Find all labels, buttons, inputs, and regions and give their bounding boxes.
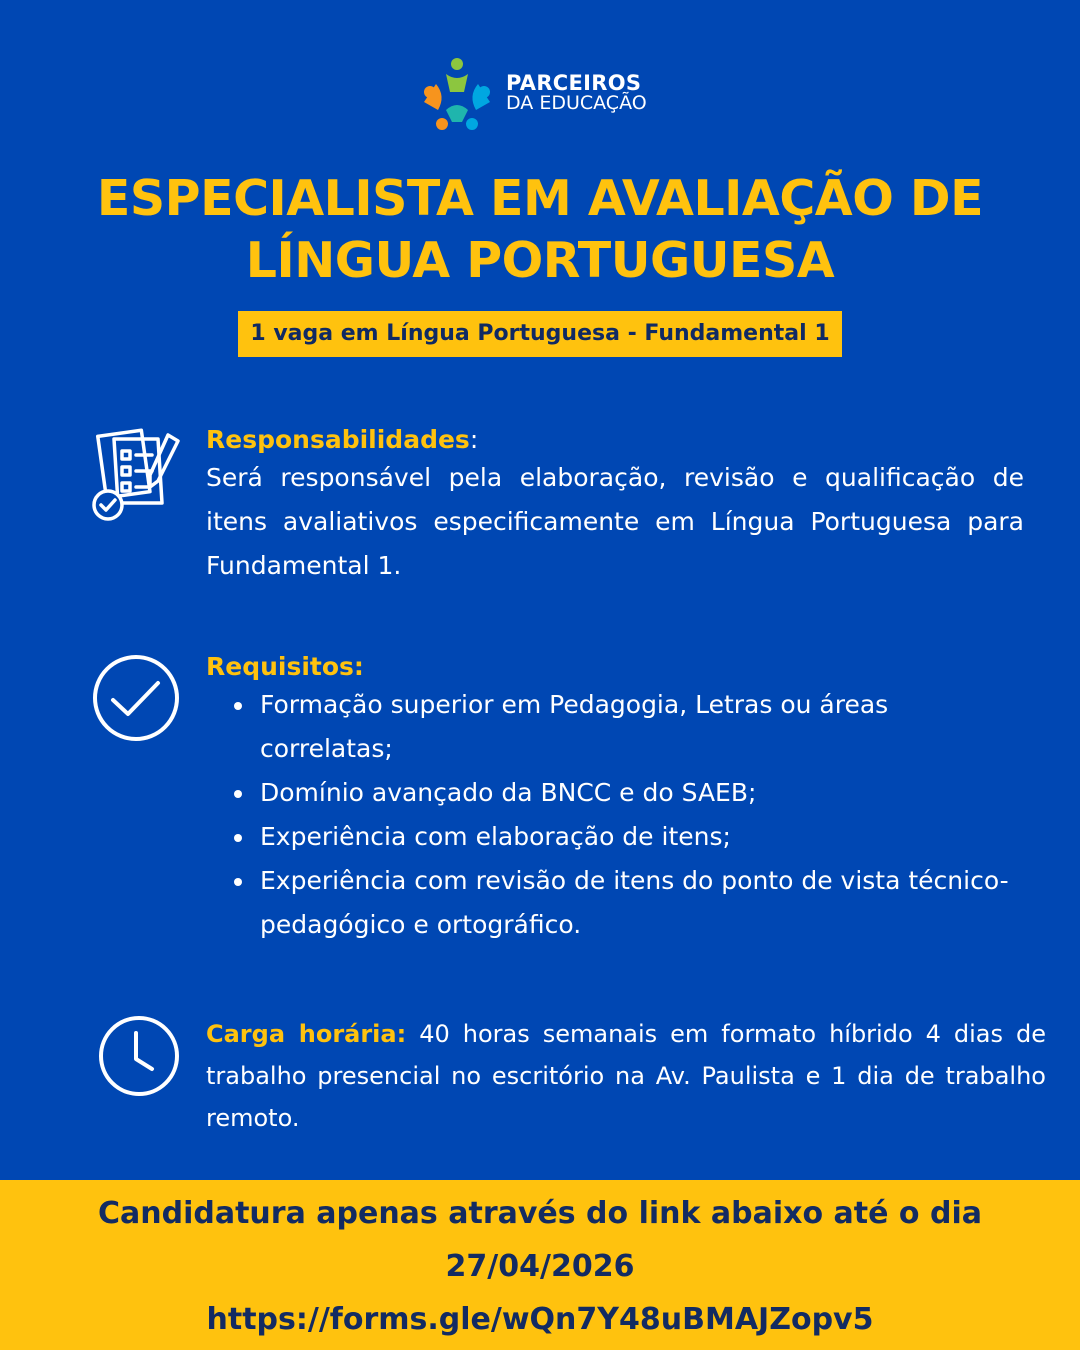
responsibilities-heading: Responsabilidades: [206,425,479,454]
list-item: Experiência com revisão de itens do ponto de vista técnico-pedagógico e ortográfico. [206,859,1026,947]
requirements-list [206,683,1026,947]
requirements-heading: Requisitos: [206,652,364,681]
list-item: Domínio avançado da BNCC e do SAEB; [206,771,1026,815]
responsibilities-text: Será responsável pela elaboração, revisão e qualificação de itens avaliativos especificamente em Língua Portuguesa para Fundamental 1. [206,463,1024,580]
vacancy-badge: 1 vaga em Língua Portuguesa - Fundamental 1 [238,311,841,357]
check-circle-icon [90,652,182,744]
brand-name-line2: DA EDUCAÇÃO [506,92,647,115]
deadline-date: 27/04/2026 [445,1249,635,1284]
checklist-document-icon [84,425,182,525]
parceiros-logo-icon [416,52,498,134]
workload-text: Carga horária: 40 horas semanais em formato híbrido 4 dias de trabalho presencial no escritório na Av. Paulista e 1 dia de trabalho remoto. [206,1020,1047,1132]
application-footer [0,1180,1080,1350]
page-title-line2: LÍNGUA PORTUGUESA [245,232,835,289]
footer-instruction: Candidatura apenas através do link abaixo até o dia [97,1196,982,1231]
brand-name-line1: PARCEIROS [506,71,642,95]
list-item: Experiência com elaboração de itens; [206,815,1026,859]
list-item: Formação superior em Pedagogia, Letras ou áreas correlatas; [206,683,1026,771]
brand-logo [416,52,647,134]
page-title [40,168,1040,292]
page-title-line1: ESPECIALISTA EM AVALIAÇÃO DE [96,170,984,227]
application-link[interactable]: https://forms.gle/wQn7Y48uBMAJZopv5 [206,1302,874,1337]
clock-icon [96,1013,182,1099]
workload-label: Carga horária: [206,1020,407,1048]
